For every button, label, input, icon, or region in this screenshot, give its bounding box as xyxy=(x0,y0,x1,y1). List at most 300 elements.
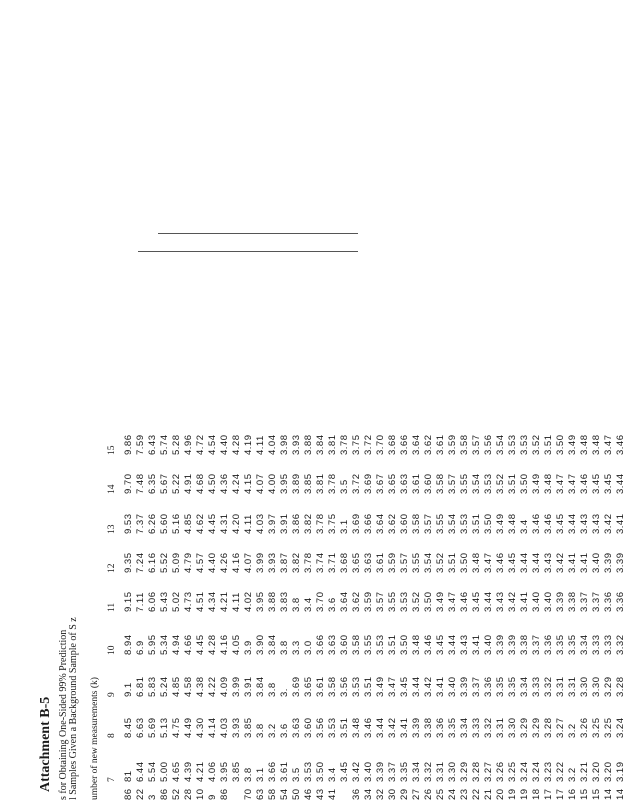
table-cell: 3.60 xyxy=(399,513,410,534)
table-cell: 3.2 xyxy=(267,723,278,738)
table-row xyxy=(243,0,255,800)
table-row xyxy=(459,0,471,800)
table-cell: 3.41 xyxy=(399,717,410,738)
table-cell: 3.56 xyxy=(339,676,350,697)
table-cell: 3.53 xyxy=(507,434,518,455)
table-cell: 3.52 xyxy=(531,434,542,455)
table-cell: 3.93 xyxy=(291,434,302,455)
table-cell: 3.55 xyxy=(363,634,374,655)
table-cell: 3.28 xyxy=(615,676,626,697)
row-label-cell: 34 xyxy=(363,788,374,800)
table-cell: 81 xyxy=(123,770,134,782)
table-cell: 4.16 xyxy=(231,552,242,573)
table-row xyxy=(591,0,603,800)
table-cell: 5.95 xyxy=(147,634,158,655)
table-cell: 3.85 xyxy=(231,761,242,782)
table-cell: 5.34 xyxy=(159,634,170,655)
table-cell: 4.45 xyxy=(207,513,218,534)
table-cell: 3.45 xyxy=(399,676,410,697)
row-label-cell: 26 xyxy=(423,788,434,800)
table-cell: 3.66 xyxy=(399,434,410,455)
table-cell: 3.65 xyxy=(303,676,314,697)
table-cell: 3.42 xyxy=(351,761,362,782)
table-cell: 3.62 xyxy=(351,591,362,612)
table-cell: 3.64 xyxy=(339,591,350,612)
table-cell: 3.24 xyxy=(615,717,626,738)
table-cell: 3.48 xyxy=(411,634,422,655)
table-cell: 3.53 xyxy=(303,761,314,782)
table-cell: 4.40 xyxy=(219,434,230,455)
table-row xyxy=(567,0,579,800)
table-cell: 3.3 xyxy=(291,640,302,655)
table-cell: 3.93 xyxy=(267,552,278,573)
table-cell: 3.81 xyxy=(315,473,326,494)
table-cell: 3.4 xyxy=(303,597,314,612)
table-cell: 3.51 xyxy=(387,634,398,655)
table-cell: 3.8 xyxy=(267,682,278,697)
table-cell: 6.26 xyxy=(147,513,158,534)
table-cell: 3.47 xyxy=(567,473,578,494)
table-cell: 3.97 xyxy=(267,513,278,534)
row-label-cell: 29 xyxy=(399,788,410,800)
table-cell: 4.96 xyxy=(183,434,194,455)
table-cell: 3.39 xyxy=(507,634,518,655)
table-cell: 3.82 xyxy=(291,552,302,573)
table-cell: 5.52 xyxy=(159,552,170,573)
table-cell: 4.91 xyxy=(183,473,194,494)
table-cell: 6.43 xyxy=(147,434,158,455)
table-cell: 3.63 xyxy=(363,552,374,573)
table-cell: 3.69 xyxy=(351,513,362,534)
row-label-cell: 15 xyxy=(591,788,602,800)
table-cell: 3.36 xyxy=(435,717,446,738)
table-cell: 5.43 xyxy=(159,591,170,612)
table-cell: 3.62 xyxy=(423,434,434,455)
table-cell: 3.72 xyxy=(351,473,362,494)
table-cell: 3.46 xyxy=(543,513,554,534)
table-cell: 5.83 xyxy=(147,676,158,697)
table-cell: 3.46 xyxy=(423,634,434,655)
table-cell: 3.30 xyxy=(447,761,458,782)
table-cell: 3.40 xyxy=(543,591,554,612)
table-cell: 3.31 xyxy=(495,717,506,738)
table-cell: 3.45 xyxy=(555,513,566,534)
table-subtitle-line-2: l Samples Given a Background Sample of S z xyxy=(68,617,79,800)
table-cell: 4.22 xyxy=(207,676,218,697)
table-cell: 3.58 xyxy=(459,434,470,455)
row-label-cell: 30 xyxy=(387,788,398,800)
table-row xyxy=(387,0,399,800)
table-cell: 5.24 xyxy=(159,676,170,697)
table-cell: 7.11 xyxy=(135,592,146,612)
table-cell: 3.32 xyxy=(483,717,494,738)
table-cell: 3.78 xyxy=(303,552,314,573)
table-cell: 4.65 xyxy=(171,761,182,782)
table-cell: 3.59 xyxy=(363,591,374,612)
table-cell: 3.43 xyxy=(543,552,554,573)
table-cell: 3.82 xyxy=(303,513,314,534)
row-label-cell: 14 xyxy=(615,788,626,800)
table-cell: 3.8 xyxy=(279,640,290,655)
table-cell: 3.63 xyxy=(327,634,338,655)
table-cell: 3.4 xyxy=(327,767,338,782)
table-cell: 3.45 xyxy=(507,552,518,573)
table-cell: 4.00 xyxy=(267,473,278,494)
table-cell: 3.95 xyxy=(219,761,230,782)
table-cell: 4.24 xyxy=(231,473,242,494)
table-cell: 9.1 xyxy=(123,682,134,697)
row-label-cell: 70 xyxy=(243,788,254,800)
table-cell: 4.05 xyxy=(231,634,242,655)
table-cell: 3.42 xyxy=(603,513,614,534)
table-cell: 3.53 xyxy=(351,676,362,697)
table-cell: 3.49 xyxy=(531,473,542,494)
row-label-cell: 22 xyxy=(471,788,482,800)
row-label-cell: 28 xyxy=(183,788,194,800)
table-cell: 3.20 xyxy=(591,761,602,782)
table-cell: 3.40 xyxy=(591,552,602,573)
table-cell: 3.26 xyxy=(579,717,590,738)
table-cell: 3.33 xyxy=(591,634,602,655)
table-cell: 4.31 xyxy=(219,513,230,534)
row-label-cell: 24 xyxy=(447,788,458,800)
table-cell: 6.9 xyxy=(135,640,146,655)
table-row xyxy=(423,0,435,800)
table-cell: 3.42 xyxy=(507,591,518,612)
table-cell: 4.15 xyxy=(243,473,254,494)
table-cell: 3.27 xyxy=(555,717,566,738)
table-cell: 3.42 xyxy=(423,676,434,697)
table-cell: 4.68 xyxy=(195,473,206,494)
table-row xyxy=(579,0,591,800)
table-cell: 3.31 xyxy=(555,676,566,697)
table-cell: 3.52 xyxy=(411,591,422,612)
table-cell: 3.6 xyxy=(279,723,290,738)
table-cell: 9.86 xyxy=(123,434,134,455)
table-cell: 3.65 xyxy=(351,552,362,573)
table-cell: 3.40 xyxy=(531,591,542,612)
table-cell: 3.37 xyxy=(387,761,398,782)
table-cell: 4.50 xyxy=(207,473,218,494)
row-label-cell: 15 xyxy=(579,788,590,800)
table-cell: 3.50 xyxy=(483,513,494,534)
table-cell: 3.47 xyxy=(447,591,458,612)
table-cell: 3.20 xyxy=(603,761,614,782)
table-cell: 3.35 xyxy=(507,676,518,697)
table-cell: 4.30 xyxy=(195,717,206,738)
table-cell: 3.57 xyxy=(447,473,458,494)
table-cell: 3.41 xyxy=(567,552,578,573)
table-cell: 6.06 xyxy=(147,591,158,612)
table-cell: 3.33 xyxy=(471,717,482,738)
table-cell: 3.39 xyxy=(555,591,566,612)
table-cell: 3.1 xyxy=(255,767,266,782)
table-row xyxy=(219,0,231,800)
table-row xyxy=(279,0,291,800)
table-cell: 3.57 xyxy=(423,513,434,534)
table-cell: 4.21 xyxy=(219,591,230,612)
table-cell: 3.69 xyxy=(363,473,374,494)
table-cell: 3.58 xyxy=(327,676,338,697)
table-cell: 4.75 xyxy=(171,717,182,738)
table-row xyxy=(471,0,483,800)
table-cell: 5.67 xyxy=(159,473,170,494)
table-row xyxy=(255,0,267,800)
table-cell: 3.45 xyxy=(339,761,350,782)
row-label-cell: 32 xyxy=(375,788,386,800)
scan-artifact-line xyxy=(158,233,358,234)
table-cell: 3.47 xyxy=(483,552,494,573)
row-label-cell: 63 xyxy=(255,788,266,800)
table-cell: 3.0 xyxy=(303,640,314,655)
table-cell: 3.24 xyxy=(519,761,530,782)
table-cell: 3.25 xyxy=(591,717,602,738)
table-cell: 5.74 xyxy=(159,434,170,455)
row-label-cell: 17 xyxy=(555,788,566,800)
table-cell: 3.43 xyxy=(591,513,602,534)
table-cell: 4.62 xyxy=(195,513,206,534)
table-row xyxy=(171,0,183,800)
table-cell: 3.54 xyxy=(495,434,506,455)
table-cell: 3.47 xyxy=(603,434,614,455)
table-cell: 3.84 xyxy=(315,434,326,455)
table-cell: 3.39 xyxy=(495,634,506,655)
table-cell: 3.4 xyxy=(519,519,530,534)
table-cell: 3.32 xyxy=(543,676,554,697)
table-cell: 3.78 xyxy=(339,434,350,455)
row-label-cell: 54 xyxy=(279,788,290,800)
table-cell: 3.64 xyxy=(411,434,422,455)
table-cell: 3.34 xyxy=(459,717,470,738)
table-cell: 3.29 xyxy=(603,676,614,697)
table-cell: 3.27 xyxy=(483,761,494,782)
table-cell: 3.50 xyxy=(555,434,566,455)
table-cell: 3.59 xyxy=(387,552,398,573)
table-cell: 3.51 xyxy=(447,552,458,573)
table-cell: 3.39 xyxy=(603,552,614,573)
table-cell: 9.15 xyxy=(123,591,134,612)
table-cell: 3.45 xyxy=(435,634,446,655)
table-cell: 3.24 xyxy=(531,761,542,782)
table-cell: 4.73 xyxy=(183,591,194,612)
table-cell: 3.84 xyxy=(255,676,266,697)
column-header: 7 xyxy=(107,777,117,782)
table-cell: 3.36 xyxy=(603,591,614,612)
table-cell: 3.56 xyxy=(315,717,326,738)
table-cell: 3.66 xyxy=(315,634,326,655)
table-cell: 3.91 xyxy=(243,676,254,697)
table-row xyxy=(315,0,327,800)
table-cell: 3.44 xyxy=(447,634,458,655)
table-cell: 3.98 xyxy=(279,434,290,455)
row-label-cell: 19 xyxy=(507,788,518,800)
table-row xyxy=(135,0,147,800)
table-cell: 3.22 xyxy=(555,761,566,782)
row-label-cell: 23 xyxy=(459,788,470,800)
table-row xyxy=(615,0,627,800)
table-cell: 3.47 xyxy=(387,676,398,697)
table-cell: 3.39 xyxy=(411,717,422,738)
table-cell: 9.35 xyxy=(123,552,134,573)
table-cell: 3.38 xyxy=(423,717,434,738)
table-cell: 3.48 xyxy=(543,473,554,494)
table-cell: 3.29 xyxy=(531,717,542,738)
table-cell: 3.55 xyxy=(459,473,470,494)
table-row xyxy=(267,0,279,800)
table-cell: 3.35 xyxy=(447,717,458,738)
column-header: 10 xyxy=(107,645,117,655)
table-row xyxy=(291,0,303,800)
table-cell: 3.25 xyxy=(507,761,518,782)
table-cell: 3.37 xyxy=(579,591,590,612)
table-cell: 3.41 xyxy=(579,552,590,573)
table-cell: 3.44 xyxy=(375,717,386,738)
table-cell: 3.46 xyxy=(579,473,590,494)
table-cell: 3.40 xyxy=(447,676,458,697)
table-cell: 5.09 xyxy=(171,552,182,573)
table-cell: 4.09 xyxy=(219,676,230,697)
table-cell: 3.63 xyxy=(291,717,302,738)
table-row xyxy=(195,0,207,800)
table-cell: 4.21 xyxy=(195,761,206,782)
table-cell: 4.39 xyxy=(183,761,194,782)
table-cell: 8.45 xyxy=(123,717,134,738)
table-cell: 3.46 xyxy=(459,591,470,612)
table-cell: 3.66 xyxy=(363,513,374,534)
table-row xyxy=(483,0,495,800)
table-cell: 5.22 xyxy=(171,473,182,494)
table-cell: 3. xyxy=(279,688,290,697)
table-cell: 3.68 xyxy=(339,552,350,573)
table-cell: 3.26 xyxy=(495,761,506,782)
table-cell: 4.66 xyxy=(183,634,194,655)
table-row xyxy=(399,0,411,800)
table-cell: 3.41 xyxy=(519,591,530,612)
table-cell: 3.1 xyxy=(339,519,350,534)
table-cell: 3.39 xyxy=(375,761,386,782)
table-cell: 3.36 xyxy=(483,676,494,697)
table-cell: 3.70 xyxy=(315,591,326,612)
table-cell: 3.51 xyxy=(543,434,554,455)
table-cell: 3.48 xyxy=(351,717,362,738)
table-cell: 3.32 xyxy=(423,761,434,782)
table-cell: 4.02 xyxy=(243,591,254,612)
table-cell: 3.53 xyxy=(483,473,494,494)
table-cell: 3.62 xyxy=(387,513,398,534)
table-cell: 6.16 xyxy=(147,552,158,573)
table-cell: 3.91 xyxy=(279,513,290,534)
table-cell: 3.60 xyxy=(339,634,350,655)
row-label-cell: 86 xyxy=(219,788,230,800)
table-cell: 3.6 xyxy=(327,597,338,612)
table-cell: 3.51 xyxy=(471,513,482,534)
table-cell: 3.35 xyxy=(495,676,506,697)
table-cell: 3.83 xyxy=(279,591,290,612)
table-cell: 3.78 xyxy=(315,513,326,534)
table-cell: 3.41 xyxy=(615,513,626,534)
table-cell: 3.55 xyxy=(435,513,446,534)
row-label-cell: 52 xyxy=(171,788,182,800)
table-cell: 6.81 xyxy=(135,676,146,697)
table-cell: 3.69 xyxy=(291,676,302,697)
table-cell: 5.54 xyxy=(147,761,158,782)
table-cell: 3.46 xyxy=(495,552,506,573)
table-row xyxy=(447,0,459,800)
row-label-cell: 19 xyxy=(519,788,530,800)
table-cell: 3.44 xyxy=(531,552,542,573)
table-cell: 3.8 xyxy=(243,767,254,782)
table-cell: 3.44 xyxy=(567,513,578,534)
column-header: 13 xyxy=(107,524,117,534)
table-cell: 3.66 xyxy=(267,761,278,782)
table-cell: 3.61 xyxy=(435,434,446,455)
table-cell: 3.64 xyxy=(375,513,386,534)
row-label-cell: 16 xyxy=(567,788,578,800)
table-cell: 4.28 xyxy=(207,634,218,655)
table-cell: 6.44 xyxy=(135,761,146,782)
table-row xyxy=(555,0,567,800)
table-cell: 3.43 xyxy=(495,591,506,612)
table-cell: 4.06 xyxy=(207,761,218,782)
table-cell: 3.44 xyxy=(519,552,530,573)
table-cell: 9.70 xyxy=(123,473,134,494)
table-cell: 4.26 xyxy=(219,552,230,573)
table-cell: 3.29 xyxy=(519,717,530,738)
row-label-cell: 27 xyxy=(411,788,422,800)
table-cell: 3.48 xyxy=(579,434,590,455)
table-row xyxy=(543,0,555,800)
table-cell: 3.84 xyxy=(267,634,278,655)
table-cell: 3.75 xyxy=(351,434,362,455)
table-cell: 3.45 xyxy=(591,473,602,494)
table-cell: 4.11 xyxy=(231,592,242,612)
row-label-cell: 41 xyxy=(327,788,338,800)
row-label-cell: 3 xyxy=(147,794,158,800)
table-cell: 3.37 xyxy=(591,591,602,612)
table-cell: 3.48 xyxy=(591,434,602,455)
table-cell: 3.58 xyxy=(435,473,446,494)
table-cell: 4.34 xyxy=(207,591,218,612)
table-cell: 3.90 xyxy=(255,634,266,655)
table-cell: 4.04 xyxy=(267,434,278,455)
table-cell: 3.47 xyxy=(555,473,566,494)
table-cell: 6.35 xyxy=(147,473,158,494)
table-cell: 3.78 xyxy=(327,473,338,494)
table-cell: 3.8 xyxy=(291,597,302,612)
table-cell: 3.50 xyxy=(459,552,470,573)
table-cell: 4.49 xyxy=(183,717,194,738)
row-label-cell: 86 xyxy=(123,788,134,800)
table-cell: 3.38 xyxy=(519,634,530,655)
table-row xyxy=(507,0,519,800)
table-cell: 3.5 xyxy=(291,767,302,782)
table-cell: 3.31 xyxy=(567,676,578,697)
row-label-cell: 36 xyxy=(351,788,362,800)
table-row xyxy=(303,0,315,800)
table-row xyxy=(435,0,447,800)
table-cell: 3.60 xyxy=(423,473,434,494)
table-cell: 3.42 xyxy=(387,717,398,738)
table-cell: 3.46 xyxy=(363,717,374,738)
table-cell: 3.25 xyxy=(603,717,614,738)
table-cell: 3.87 xyxy=(279,552,290,573)
column-header: 11 xyxy=(107,602,117,612)
table-cell: 3.60 xyxy=(303,717,314,738)
table-cell: 3.30 xyxy=(591,676,602,697)
table-row xyxy=(603,0,615,800)
table-cell: 3.58 xyxy=(411,513,422,534)
table-row xyxy=(123,0,135,800)
